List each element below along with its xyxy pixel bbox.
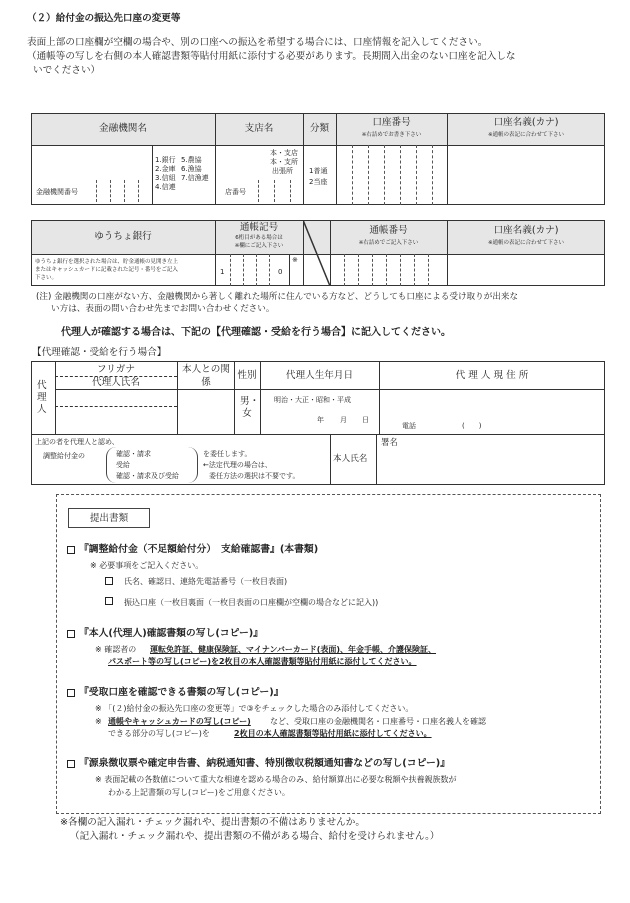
item3-title: 『受取口座を確認できる書類の写し(コピー)』 xyxy=(79,687,284,698)
bank-name-field[interactable] xyxy=(31,145,152,179)
symbol-digit-first: 1 xyxy=(220,268,225,276)
branch-code-field[interactable] xyxy=(258,180,303,202)
header-bank-name: 金融機関名 xyxy=(99,123,147,134)
type-current[interactable]: 2当座 xyxy=(309,178,328,186)
proxy-sex-options[interactable]: 男・女 xyxy=(240,396,260,419)
proxy-tel-field[interactable]: ( ) xyxy=(462,422,482,430)
docs-label: 提出書類 xyxy=(89,513,129,524)
proxy-address-field[interactable] xyxy=(380,390,604,418)
passbook-number-field[interactable] xyxy=(331,255,447,285)
proxy-address-label: 代 理 人 現 住 所 xyxy=(455,370,529,381)
item1-sub2-checkbox[interactable] xyxy=(105,597,113,605)
item3-note-2a: ※ xyxy=(95,717,102,726)
bank-kind-4: 4.信連 xyxy=(155,183,176,191)
item1-checkbox[interactable] xyxy=(67,546,75,554)
symbol-digit-last: 0 xyxy=(278,268,283,276)
delegate-line-1: 上記の者を代理人と認め、 xyxy=(35,438,119,446)
bank-kind-2: 2.金庫 xyxy=(155,165,176,173)
branch-code-label: 店番号 xyxy=(225,188,246,196)
header-account-number: 口座番号 xyxy=(372,117,411,128)
item2-title: 『本人(代理人)確認書類の写し(コピー)』 xyxy=(79,628,264,639)
delegate-suffix-2: ←法定代理の場合は、 xyxy=(203,461,272,469)
delegate-opt-receive[interactable]: 受給 xyxy=(116,461,130,469)
item2-note-1b: 運転免許証、健康保険証、マイナンバーカード(表面)、年金手帳、介護保険証、 xyxy=(150,645,437,654)
branch-name-field[interactable] xyxy=(216,146,268,178)
header-account-type: 分類 xyxy=(309,123,330,134)
yucho-note-2: またはキャッシュカードに記載された記号・番号をご記入 xyxy=(35,267,178,273)
item4-note-1: ※ 表面記載の各数値について重大な相違を認める場合のみ、給付額算出に必要な税額や扶養親族数が xyxy=(95,775,457,784)
delegate-suffix-1: を委任します。 xyxy=(203,450,252,458)
proxy-intro: 代理人が確認する場合は、下記の【代理確認・受給を行う場合】に記入してください。 xyxy=(61,327,451,338)
account-number-field[interactable] xyxy=(337,146,447,204)
delegate-opt-both[interactable]: 確認・請求及び受給 xyxy=(116,472,179,480)
proxy-section-title: 【代理確認・受給を行う場合】 xyxy=(32,347,167,358)
item1-title: 『調整給付金（不足額給付分） 支給確認書』(本書類) xyxy=(79,544,319,555)
header-branch-name: 支店名 xyxy=(244,123,274,134)
proxy-month-label: 月 xyxy=(340,416,347,424)
proxy-tel-label: 電話 xyxy=(402,422,416,430)
delegate-opt-confirm[interactable]: 確認・請求 xyxy=(116,450,151,458)
branch-kind-3: 出張所 xyxy=(272,167,293,175)
principal-name-label: 本人氏名 xyxy=(333,454,368,464)
header-account-holder: 口座名義(カナ) xyxy=(493,117,559,128)
item4-note-2: わかる上記書類の写し(コピー)をご用意ください。 xyxy=(108,788,290,797)
delegate-suffix-3: 委任方法の選択は不要です。 xyxy=(209,472,300,480)
item2-note-1a: ※ 確認者の xyxy=(95,645,137,654)
yucho-holder-field[interactable] xyxy=(448,255,604,285)
proxy-birth-label: 代理人生年月日 xyxy=(285,370,354,381)
bank-kind-6: 6.漁協 xyxy=(181,165,202,173)
section-desc-2: （通帳等の写しを右側の本人確認書類等貼付用紙に添付する必要があります。長期間入出金のない口座を記入しな xyxy=(27,51,516,62)
yucho-note-3: 下さい。 xyxy=(35,275,58,281)
proxy-side-label: 代理人 xyxy=(37,380,47,415)
yucho-note-1: ゆうちょ銀行を選択された場合は、貯金通帳の見開き左上 xyxy=(35,259,179,265)
account-holder-field[interactable] xyxy=(448,146,604,204)
signature-label: 署名 xyxy=(381,437,398,447)
item4-checkbox[interactable] xyxy=(67,760,75,768)
footer-line-2: （記入漏れ・チェック漏れや、提出書類の不備がある場合、給付を受けられません。） xyxy=(70,831,440,842)
item2-checkbox[interactable] xyxy=(67,630,75,638)
item1-note: ※ 必要事項をご記入ください。 xyxy=(90,561,204,570)
proxy-relation-label: 本人との関係 xyxy=(182,364,230,388)
header-symbol-note-2: ※欄にご記入下さい xyxy=(234,243,284,249)
proxy-year-label: 年 xyxy=(317,416,324,424)
header-account-number-note: ※右詰めでお書き下さい xyxy=(361,132,422,138)
item3-note-1: ※ 「(２)給付金の振込先口座の変更等」で③をチェックした場合のみ添付してください。 xyxy=(95,704,414,713)
item1-sub1: 氏名、確認日、連絡先電話番号（一枚目表面) xyxy=(124,577,288,586)
proxy-name-field[interactable] xyxy=(56,407,177,433)
note-far-2: い方は、表面の問い合わせ先までお問い合わせください。 xyxy=(51,304,275,314)
bank-code-field[interactable] xyxy=(96,180,152,202)
proxy-day-label: 日 xyxy=(362,416,369,424)
item1-sub2: 振込口座（一枚目裏面（一枚目表面の口座欄が空欄の場合などに記入)) xyxy=(124,598,379,607)
section-title: （２）給付金の振込先口座の変更等 xyxy=(27,13,181,24)
item4-title: 『源泉徴収票や確定申告書、納税通知書、特別徴収税額通知書などの写し(コピー)』 xyxy=(79,758,451,769)
item3-note-2c: など、受取口座の金融機関名・口座番号・口座名義人を確認 xyxy=(270,717,486,726)
item3-checkbox[interactable] xyxy=(67,689,75,697)
symbol-star: ※ xyxy=(292,256,298,264)
bank-kind-5: 5.農協 xyxy=(181,156,202,164)
proxy-furigana-field[interactable] xyxy=(56,390,177,406)
header-symbol-note-1: 6桁目がある場合は xyxy=(235,235,283,241)
bank-kind-1: 1.銀行 xyxy=(155,156,176,164)
item1-sub1-checkbox[interactable] xyxy=(105,577,113,585)
proxy-furigana-label: フリガナ xyxy=(97,364,135,375)
header-account-holder-note: ※通帳の表記に合わせて下さい xyxy=(487,132,565,138)
section-desc-1: 表面上部の口座欄が空欄の場合や、別の口座への振込を希望する場合には、口座情報を記入してください。 xyxy=(27,37,488,48)
bank-kind-3: 3.信組 xyxy=(155,174,176,182)
item3-note-3b: 2枚目の本人確認書類等貼付用紙に添付してください。 xyxy=(234,729,432,738)
note-far-1: (注) 金融機関の口座がない方、金融機関から著しく離れた場所に住んでいる方など、どうしても口座による受け取りが出来な xyxy=(36,292,519,302)
item3-note-2b: 通帳やキャッシュカードの写し(コピー) xyxy=(108,717,251,726)
bank-code-label: 金融機関番号 xyxy=(36,188,78,196)
header-passbook-symbol: 通帳記号 xyxy=(239,222,279,233)
header-passbook-number-note: ※右詰めでご記入下さい xyxy=(358,240,419,246)
passbook-symbol-field[interactable] xyxy=(230,255,275,285)
branch-kind-1: 本・支店 xyxy=(270,149,298,157)
item2-note-2: パスポート等の写し(コピー)を2枚目の本人確認書類等貼付用紙に添付してください。 xyxy=(108,657,417,666)
header-yucho-holder: 口座名義(カナ) xyxy=(493,225,559,236)
delegate-prefix: 調整給付金の xyxy=(43,452,85,460)
proxy-sex-label: 性別 xyxy=(237,370,257,381)
header-passbook-number: 通帳番号 xyxy=(369,225,408,236)
header-yucho-holder-note: ※通帳の表記に合わせて下さい xyxy=(487,240,565,246)
bank-kind-7: 7.信漁連 xyxy=(181,174,209,182)
proxy-relation-field[interactable] xyxy=(178,390,234,433)
signature-field[interactable] xyxy=(377,450,604,484)
proxy-name-label: 代理人氏名 xyxy=(92,377,140,388)
header-yucho: ゆうちょ銀行 xyxy=(94,231,152,242)
footer-line-1: ※各欄の記入漏れ・チェック漏れや、提出書類の不備はありませんか。 xyxy=(60,817,365,828)
proxy-era-options[interactable]: 明治・大正・昭和・平成 xyxy=(274,396,351,404)
type-ordinary[interactable]: 1普通 xyxy=(309,167,328,175)
branch-kind-2: 本・支所 xyxy=(270,158,298,166)
item3-note-3a: できる部分の写し(コピー)を xyxy=(108,729,210,738)
section-desc-3: いでください） xyxy=(33,65,101,76)
